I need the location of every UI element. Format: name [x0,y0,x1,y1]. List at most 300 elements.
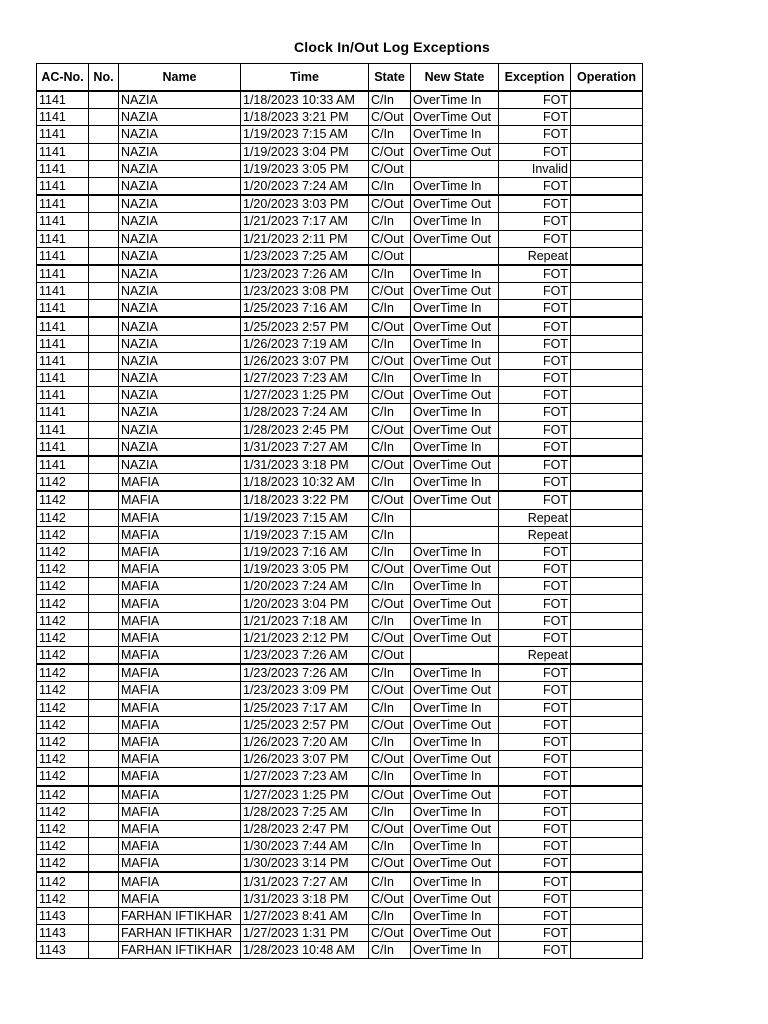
no-cell [89,474,119,492]
time-cell: 1/23/2023 7:26 AM [241,664,369,682]
new-state-cell: OverTime In [411,300,499,318]
name-cell: FARHAN IFTIKHAR [119,925,241,942]
table-row [37,803,643,820]
ac-no-cell: 1141 [37,456,89,474]
operation-cell [571,421,643,438]
table-row [37,456,643,474]
no-cell [89,300,119,318]
ac-no-cell: 1142 [37,872,89,890]
table-row [37,855,643,873]
ac-no-cell: 1143 [37,925,89,942]
ac-no-cell: 1143 [37,907,89,924]
ac-no-cell: 1141 [37,213,89,230]
operation-cell [571,543,643,560]
exception-cell: FOT [499,265,571,283]
name-cell: NAZIA [119,317,241,335]
exception-cell: FOT [499,438,571,456]
time-cell: 1/23/2023 7:25 AM [241,247,369,265]
ac-no-cell: 1142 [37,803,89,820]
state-cell: C/In [369,370,411,387]
time-cell: 1/23/2023 3:09 PM [241,682,369,699]
header-exception: Exception [499,64,571,92]
ac-no-cell: 1142 [37,768,89,786]
state-cell: C/In [369,265,411,283]
time-cell: 1/23/2023 7:26 AM [241,647,369,665]
operation-cell [571,768,643,786]
name-cell: MAFIA [119,543,241,560]
time-cell: 1/19/2023 3:05 PM [241,160,369,177]
name-cell: NAZIA [119,300,241,318]
no-cell [89,561,119,578]
new-state-cell: OverTime Out [411,786,499,804]
time-cell: 1/19/2023 3:05 PM [241,561,369,578]
time-cell: 1/25/2023 7:16 AM [241,300,369,318]
state-cell: C/Out [369,595,411,612]
name-cell: NAZIA [119,126,241,143]
state-cell: C/Out [369,160,411,177]
ac-no-cell: 1142 [37,855,89,873]
state-cell: C/Out [369,317,411,335]
state-cell: C/In [369,942,411,959]
operation-cell [571,509,643,526]
table-row [37,352,643,369]
name-cell: MAFIA [119,664,241,682]
state-cell: C/In [369,543,411,560]
ac-no-cell: 1142 [37,526,89,543]
no-cell [89,352,119,369]
new-state-cell: OverTime In [411,838,499,855]
no-cell [89,370,119,387]
ac-no-cell: 1141 [37,352,89,369]
table-row [37,177,643,195]
state-cell: C/In [369,872,411,890]
table-row [37,543,643,560]
no-cell [89,872,119,890]
exception-cell: FOT [499,925,571,942]
time-cell: 1/25/2023 2:57 PM [241,317,369,335]
time-cell: 1/20/2023 3:04 PM [241,595,369,612]
new-state-cell: OverTime In [411,335,499,352]
no-cell [89,160,119,177]
name-cell: MAFIA [119,838,241,855]
time-cell: 1/26/2023 7:19 AM [241,335,369,352]
time-cell: 1/18/2023 10:33 AM [241,91,369,109]
new-state-cell [411,526,499,543]
header-state: State [369,64,411,92]
ac-no-cell: 1141 [37,438,89,456]
time-cell: 1/28/2023 7:25 AM [241,803,369,820]
exception-cell: FOT [499,109,571,126]
state-cell: C/Out [369,925,411,942]
new-state-cell: OverTime In [411,91,499,109]
table-row [37,247,643,265]
operation-cell [571,195,643,213]
time-cell: 1/26/2023 3:07 PM [241,352,369,369]
ac-no-cell: 1142 [37,682,89,699]
exception-cell: FOT [499,91,571,109]
ac-no-cell: 1141 [37,370,89,387]
new-state-cell: OverTime In [411,404,499,421]
name-cell: NAZIA [119,265,241,283]
operation-cell [571,595,643,612]
name-cell: NAZIA [119,421,241,438]
time-cell: 1/31/2023 3:18 PM [241,890,369,907]
new-state-cell: OverTime In [411,543,499,560]
no-cell [89,456,119,474]
table-row [37,335,643,352]
name-cell: NAZIA [119,143,241,160]
no-cell [89,195,119,213]
state-cell: C/In [369,838,411,855]
state-cell: C/In [369,907,411,924]
operation-cell [571,664,643,682]
time-cell: 1/31/2023 7:27 AM [241,438,369,456]
no-cell [89,543,119,560]
operation-cell [571,91,643,109]
exception-cell: FOT [499,629,571,646]
state-cell: C/In [369,733,411,750]
state-cell: C/Out [369,247,411,265]
operation-cell [571,352,643,369]
exception-cell: Repeat [499,247,571,265]
time-cell: 1/23/2023 7:26 AM [241,265,369,283]
name-cell: NAZIA [119,335,241,352]
operation-cell [571,733,643,750]
table-row [37,387,643,404]
new-state-cell [411,509,499,526]
exception-cell: FOT [499,352,571,369]
operation-cell [571,265,643,283]
new-state-cell: OverTime Out [411,716,499,733]
time-cell: 1/21/2023 7:17 AM [241,213,369,230]
name-cell: MAFIA [119,561,241,578]
exception-cell: FOT [499,578,571,595]
state-cell: C/In [369,213,411,230]
time-cell: 1/27/2023 1:25 PM [241,387,369,404]
state-cell: C/In [369,768,411,786]
time-cell: 1/30/2023 3:14 PM [241,855,369,873]
exception-cell: FOT [499,838,571,855]
table-row [37,300,643,318]
no-cell [89,283,119,300]
state-cell: C/Out [369,230,411,247]
header-operation: Operation [571,64,643,92]
no-cell [89,682,119,699]
state-cell: C/Out [369,195,411,213]
operation-cell [571,855,643,873]
no-cell [89,942,119,959]
no-cell [89,820,119,837]
new-state-cell: OverTime In [411,699,499,716]
exceptions-table [36,63,643,959]
exception-cell: FOT [499,803,571,820]
exception-cell: FOT [499,768,571,786]
no-cell [89,768,119,786]
table-row [37,283,643,300]
ac-no-cell: 1141 [37,177,89,195]
exception-cell: FOT [499,126,571,143]
time-cell: 1/31/2023 7:27 AM [241,872,369,890]
exception-cell: FOT [499,491,571,509]
name-cell: NAZIA [119,387,241,404]
new-state-cell: OverTime Out [411,855,499,873]
name-cell: MAFIA [119,716,241,733]
ac-no-cell: 1142 [37,561,89,578]
new-state-cell: OverTime Out [411,890,499,907]
operation-cell [571,387,643,404]
new-state-cell [411,160,499,177]
new-state-cell: OverTime Out [411,925,499,942]
no-cell [89,143,119,160]
time-cell: 1/28/2023 10:48 AM [241,942,369,959]
operation-cell [571,143,643,160]
ac-no-cell: 1142 [37,509,89,526]
exception-cell: FOT [499,143,571,160]
name-cell: MAFIA [119,647,241,665]
name-cell: NAZIA [119,230,241,247]
state-cell: C/In [369,335,411,352]
time-cell: 1/19/2023 7:15 AM [241,126,369,143]
table-row [37,733,643,750]
new-state-cell: OverTime In [411,768,499,786]
exception-cell: FOT [499,664,571,682]
name-cell: NAZIA [119,160,241,177]
ac-no-cell: 1142 [37,751,89,768]
table-row [37,126,643,143]
state-cell: C/Out [369,456,411,474]
new-state-cell: OverTime Out [411,230,499,247]
time-cell: 1/19/2023 7:15 AM [241,509,369,526]
operation-cell [571,491,643,509]
new-state-cell: OverTime In [411,438,499,456]
time-cell: 1/18/2023 10:32 AM [241,474,369,492]
state-cell: C/Out [369,629,411,646]
no-cell [89,855,119,873]
no-cell [89,509,119,526]
new-state-cell: OverTime In [411,612,499,629]
name-cell: MAFIA [119,855,241,873]
name-cell: FARHAN IFTIKHAR [119,907,241,924]
table-row [37,786,643,804]
exception-cell: FOT [499,751,571,768]
ac-no-cell: 1142 [37,664,89,682]
name-cell: NAZIA [119,438,241,456]
name-cell: NAZIA [119,456,241,474]
no-cell [89,751,119,768]
state-cell: C/Out [369,109,411,126]
name-cell: MAFIA [119,803,241,820]
time-cell: 1/28/2023 2:47 PM [241,820,369,837]
operation-cell [571,456,643,474]
new-state-cell: OverTime In [411,578,499,595]
new-state-cell: OverTime Out [411,352,499,369]
operation-cell [571,474,643,492]
state-cell: C/Out [369,855,411,873]
time-cell: 1/20/2023 7:24 AM [241,177,369,195]
operation-cell [571,335,643,352]
time-cell: 1/20/2023 7:24 AM [241,578,369,595]
operation-cell [571,438,643,456]
state-cell: C/In [369,664,411,682]
name-cell: MAFIA [119,509,241,526]
table-row [37,664,643,682]
time-cell: 1/21/2023 7:18 AM [241,612,369,629]
new-state-cell: OverTime In [411,177,499,195]
time-cell: 1/26/2023 7:20 AM [241,733,369,750]
table-row [37,509,643,526]
new-state-cell: OverTime In [411,942,499,959]
header-time: Time [241,64,369,92]
table-row [37,716,643,733]
operation-cell [571,890,643,907]
table-row [37,890,643,907]
state-cell: C/In [369,509,411,526]
operation-cell [571,177,643,195]
no-cell [89,335,119,352]
table-row [37,682,643,699]
ac-no-cell: 1141 [37,387,89,404]
exception-cell: FOT [499,230,571,247]
new-state-cell: OverTime In [411,126,499,143]
state-cell: C/In [369,126,411,143]
no-cell [89,438,119,456]
table-row [37,768,643,786]
no-cell [89,317,119,335]
time-cell: 1/18/2023 3:21 PM [241,109,369,126]
exception-cell: FOT [499,474,571,492]
no-cell [89,491,119,509]
new-state-cell: OverTime In [411,907,499,924]
ac-no-cell: 1141 [37,143,89,160]
no-cell [89,265,119,283]
new-state-cell: OverTime Out [411,421,499,438]
operation-cell [571,803,643,820]
time-cell: 1/27/2023 8:41 AM [241,907,369,924]
time-cell: 1/23/2023 3:08 PM [241,283,369,300]
table-row [37,629,643,646]
ac-no-cell: 1141 [37,91,89,109]
header-ac-no: AC-No. [37,64,89,92]
state-cell: C/In [369,177,411,195]
name-cell: MAFIA [119,699,241,716]
exception-cell: FOT [499,733,571,750]
operation-cell [571,751,643,768]
operation-cell [571,907,643,924]
no-cell [89,786,119,804]
exception-cell: FOT [499,872,571,890]
name-cell: MAFIA [119,768,241,786]
name-cell: NAZIA [119,177,241,195]
table-row [37,213,643,230]
header-name: Name [119,64,241,92]
operation-cell [571,838,643,855]
exception-cell: FOT [499,786,571,804]
operation-cell [571,370,643,387]
operation-cell [571,820,643,837]
name-cell: NAZIA [119,370,241,387]
no-cell [89,91,119,109]
table-row [37,942,643,959]
operation-cell [571,925,643,942]
table-row [37,438,643,456]
new-state-cell: OverTime Out [411,682,499,699]
state-cell: C/Out [369,647,411,665]
operation-cell [571,317,643,335]
exception-cell: FOT [499,195,571,213]
exception-cell: FOT [499,317,571,335]
exception-cell: Repeat [499,509,571,526]
no-cell [89,699,119,716]
no-cell [89,629,119,646]
state-cell: C/In [369,526,411,543]
operation-cell [571,526,643,543]
table-row [37,91,643,109]
no-cell [89,578,119,595]
exception-cell: FOT [499,942,571,959]
operation-cell [571,716,643,733]
new-state-cell: OverTime In [411,370,499,387]
operation-cell [571,109,643,126]
name-cell: MAFIA [119,578,241,595]
name-cell: MAFIA [119,526,241,543]
operation-cell [571,942,643,959]
name-cell: MAFIA [119,595,241,612]
state-cell: C/In [369,300,411,318]
ac-no-cell: 1141 [37,160,89,177]
time-cell: 1/31/2023 3:18 PM [241,456,369,474]
new-state-cell: OverTime Out [411,595,499,612]
name-cell: MAFIA [119,820,241,837]
exception-cell: FOT [499,387,571,404]
new-state-cell: OverTime Out [411,629,499,646]
exception-cell: FOT [499,612,571,629]
operation-cell [571,230,643,247]
exception-cell: FOT [499,421,571,438]
time-cell: 1/27/2023 7:23 AM [241,768,369,786]
no-cell [89,838,119,855]
name-cell: NAZIA [119,404,241,421]
ac-no-cell: 1143 [37,942,89,959]
state-cell: C/Out [369,352,411,369]
name-cell: NAZIA [119,109,241,126]
table-row [37,526,643,543]
name-cell: MAFIA [119,872,241,890]
table-row [37,647,643,665]
operation-cell [571,647,643,665]
state-cell: C/In [369,578,411,595]
operation-cell [571,872,643,890]
name-cell: MAFIA [119,474,241,492]
ac-no-cell: 1141 [37,195,89,213]
new-state-cell: OverTime Out [411,195,499,213]
time-cell: 1/19/2023 3:04 PM [241,143,369,160]
ac-no-cell: 1141 [37,265,89,283]
name-cell: MAFIA [119,786,241,804]
no-cell [89,247,119,265]
name-cell: FARHAN IFTIKHAR [119,942,241,959]
no-cell [89,595,119,612]
time-cell: 1/19/2023 7:16 AM [241,543,369,560]
name-cell: MAFIA [119,751,241,768]
new-state-cell: OverTime In [411,872,499,890]
table-row [37,491,643,509]
state-cell: C/Out [369,682,411,699]
exception-cell: FOT [499,456,571,474]
exception-cell: FOT [499,561,571,578]
table-row [37,907,643,924]
state-cell: C/In [369,91,411,109]
header-no: No. [89,64,119,92]
